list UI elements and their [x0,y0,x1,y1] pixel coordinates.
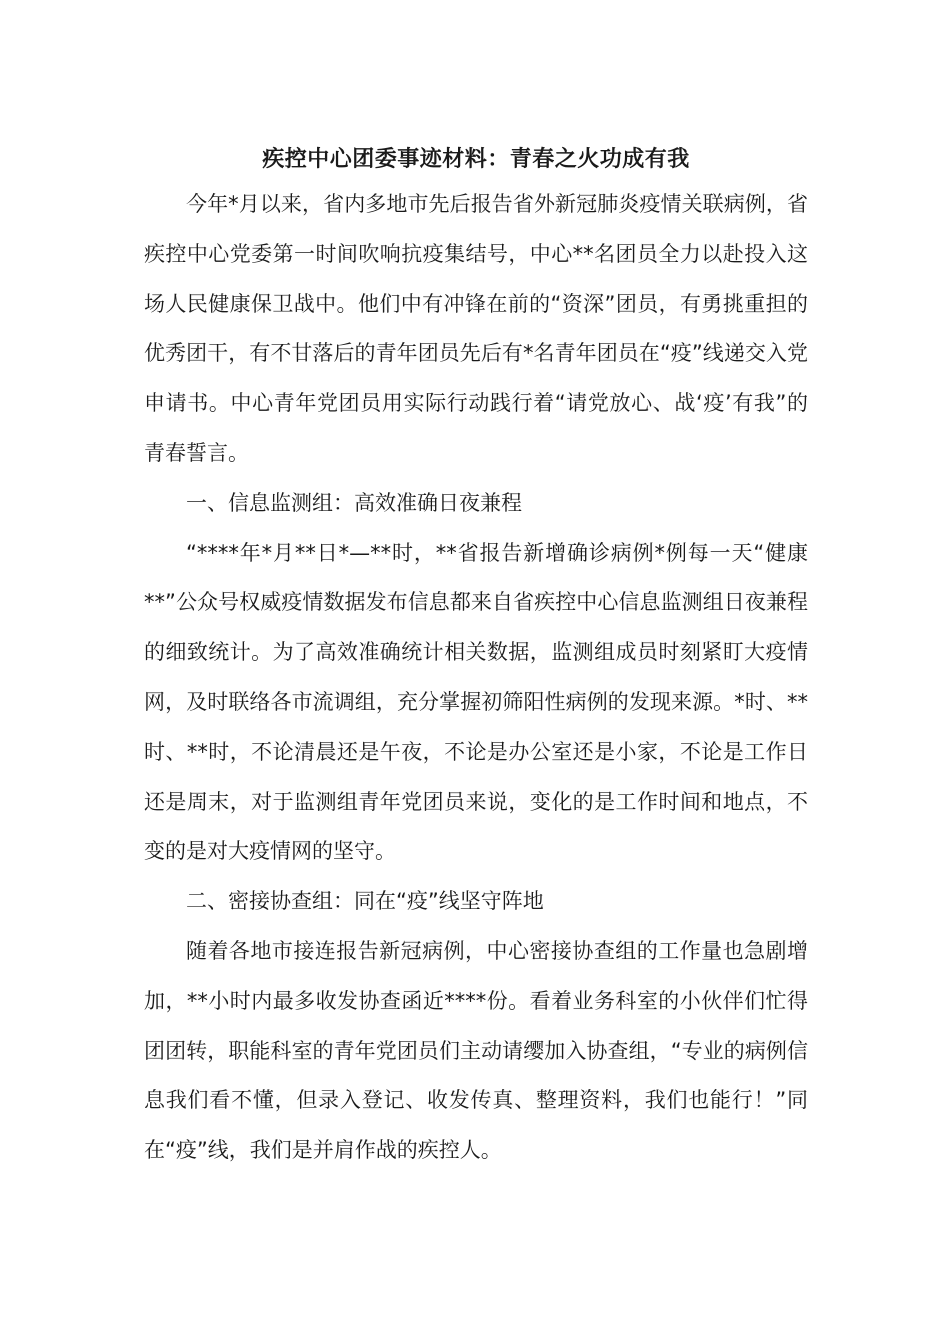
section-2-heading: 二、密接协查组：同在“疫”线坚守阵地 [186,889,544,914]
document-body [144,140,808,1176]
section-2-paragraph: 随着各地市接连报告新冠病例，中心密接协查组的工作量也急剧增加，**小时内最多收发协查函近****份。看着业务科室的小伙伴们忙得团团转，职能科室的青年党团员们主动请缨加入协查组，“专业的病例信息我们看不懂，但录入登记、收发传真、整理资料，我们也能行！”同在“疫”线，我们是并肩作战的疾控人。 [144,938,808,1163]
document-title: 疾控中心团委事迹材料：青春之火功成有我 [262,147,690,172]
intro-paragraph: 今年*月以来，省内多地市先后报告省外新冠肺炎疫情关联病例，省疾控中心党委第一时间吹响抗疫集结号，中心**名团员全力以赴投入这场人民健康保卫战中。他们中有冲锋在前的“资深”团员，有勇挑重担的优秀团干，有不甘落后的青年团员先后有*名青年团员在“疫”线递交入党申请书。中心青年党团员用实际行动践行着“请党放心、战‘疫’有我”的青春誓言。 [144,192,808,465]
section-1-paragraph: “****年*月**日*—**时，**省报告新增确诊病例*例每一天“健康**”公众号权威疫情数据发布信息都来自省疾控中心信息监测组日夜兼程的细致统计。为了高效准确统计相关数据，监测组成员时刻紧盯大疫情网，及时联络各市流调组，充分掌握初筛阳性病例的发现来源。*时、**时、**时，不论清晨还是午夜，不论是办公室还是小家，不论是工作日还是周末，对于监测组青年党团员来说，变化的是工作时间和地点，不变的是对大疫情网的坚守。 [144,540,808,864]
section-1-heading: 一、信息监测组：高效准确日夜兼程 [186,490,522,515]
